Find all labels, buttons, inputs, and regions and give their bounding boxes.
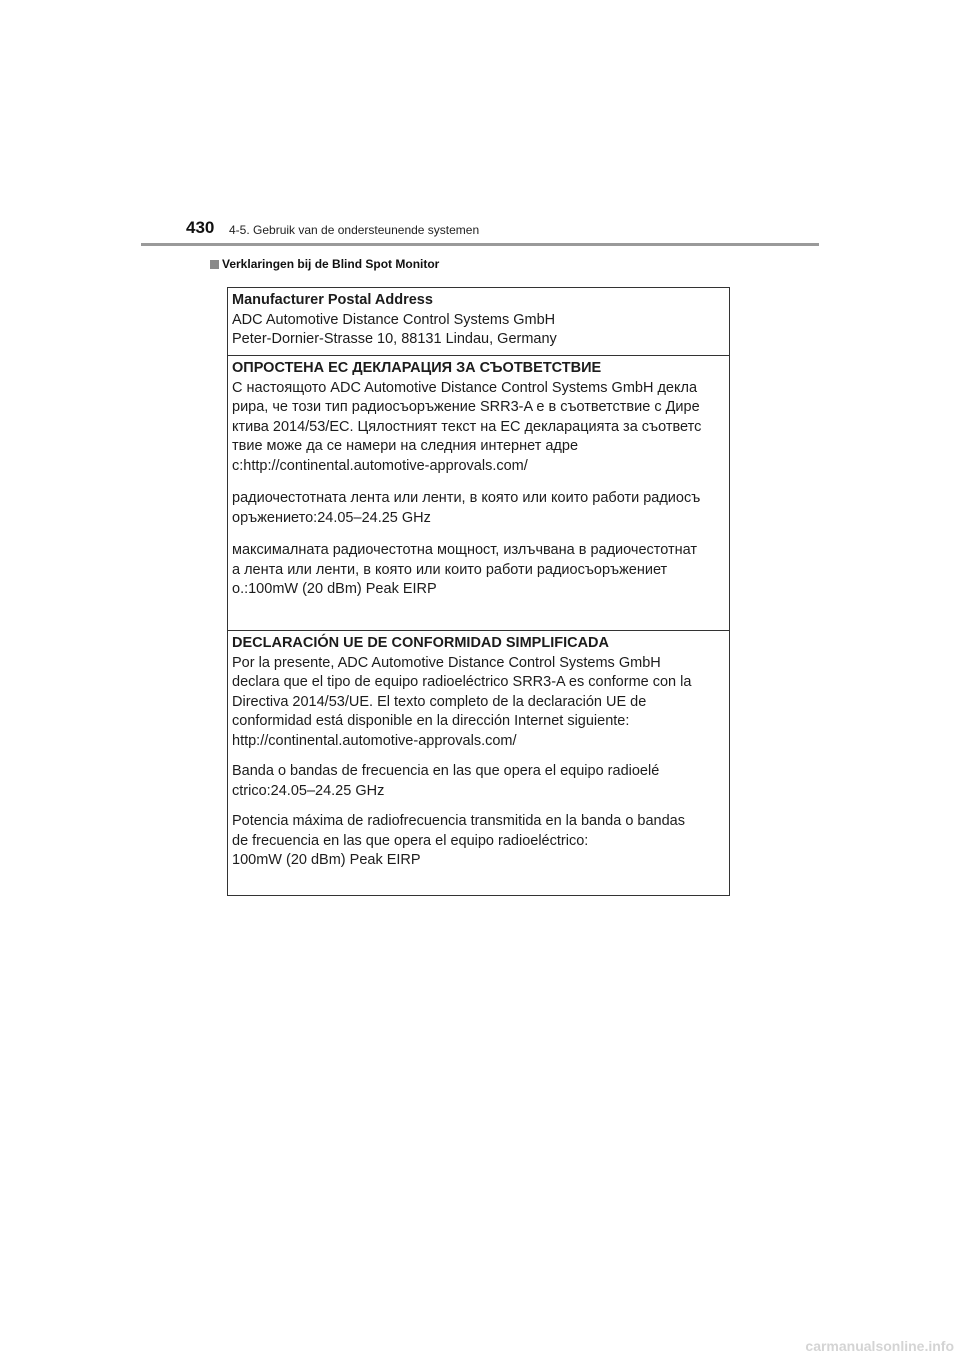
spanish-title: DECLARACIÓN UE DE CONFORMIDAD SIMPLIFICADA (232, 635, 609, 651)
spanish-section (228, 631, 729, 894)
subheading-text: Verklaringen bij de Blind Spot Monitor (222, 257, 440, 271)
manufacturer-title: Manufacturer Postal Address (232, 292, 433, 308)
spanish-text-line: Por la presente, ADC Automotive Distance Control Systems GmbH (232, 654, 661, 671)
bulgarian-text-line: С настоящото ADC Automotive Distance Control Systems GmbH декла (232, 379, 698, 396)
bulgarian-text-line: рира, че този тип радиосъоръжение SRR3-A е в съответствие с Дире (232, 399, 700, 415)
bulgarian-text-line: а лента или ленти, в която или които работи радиосъоръжениет (232, 561, 668, 578)
spanish-text-line: Directiva 2014/53/UE. El texto completo de la declaración UE de (232, 693, 647, 710)
bulgarian-text-line: твие може да се намери на следния интернет адре (232, 438, 579, 454)
spanish-text-line: de frecuencia en las que opera el equipo radioeléctrico: (232, 832, 589, 849)
bulgarian-title: ОПРОСТЕНА ЕС ДЕКЛАРАЦИЯ ЗА СЪОТВЕТСТВИЕ (232, 360, 602, 376)
bulgarian-text-line: радиочестотната лента или ленти, в която или които работи радиосъ (232, 490, 701, 506)
spanish-text-line: conformidad está disponible en la dirección Internet siguiente: (232, 713, 630, 729)
bulgarian-text-line: ктива 2014/53/ЕС. Цялостният текст на ЕС декларацията за съответс (232, 418, 702, 435)
header-divider (141, 243, 819, 246)
spanish-text-line: ctrico:24.05–24.25 GHz (232, 782, 385, 799)
page-number: 430 (186, 218, 215, 237)
spanish-text-line: declara que el tipo de equipo radioeléctrico SRR3-A es conforme con la (232, 674, 692, 690)
spanish-text-line: http://continental.automotive-approvals.com/ (232, 732, 517, 749)
manufacturer-section (228, 288, 729, 356)
bulgarian-text-line: максималната радиочестотна мощност, излъчвана в радиочестотнат (232, 542, 698, 558)
spanish-text-line: 100mW (20 dBm) Peak EIRP (232, 852, 421, 868)
bulgarian-text-line: о.:100mW (20 dBm) Peak EIRP (232, 581, 437, 597)
watermark-link[interactable]: carmanualsonline.info (805, 1338, 954, 1354)
bulgarian-section (228, 356, 729, 631)
bulgarian-text-line: оръжението:24.05–24.25 GHz (232, 509, 431, 526)
subheading (210, 257, 439, 271)
declaration-box (227, 287, 730, 896)
bulgarian-text-line: c:http://continental.automotive-approvals.com/ (232, 457, 528, 474)
manufacturer-line: ADC Automotive Distance Control Systems GmbH (232, 311, 556, 328)
spanish-text-line: Banda o bandas de frecuencia en las que opera el equipo radioelé (232, 763, 660, 779)
spanish-text-line: Potencia máxima de radiofrecuencia transmitida en la banda o bandas (232, 813, 685, 829)
section-title: 4-5. Gebruik van de ondersteunende systemen (229, 223, 480, 237)
square-bullet-icon (210, 260, 219, 269)
manufacturer-line: Peter-Dornier-Strasse 10, 88131 Lindau, Germany (232, 331, 557, 347)
